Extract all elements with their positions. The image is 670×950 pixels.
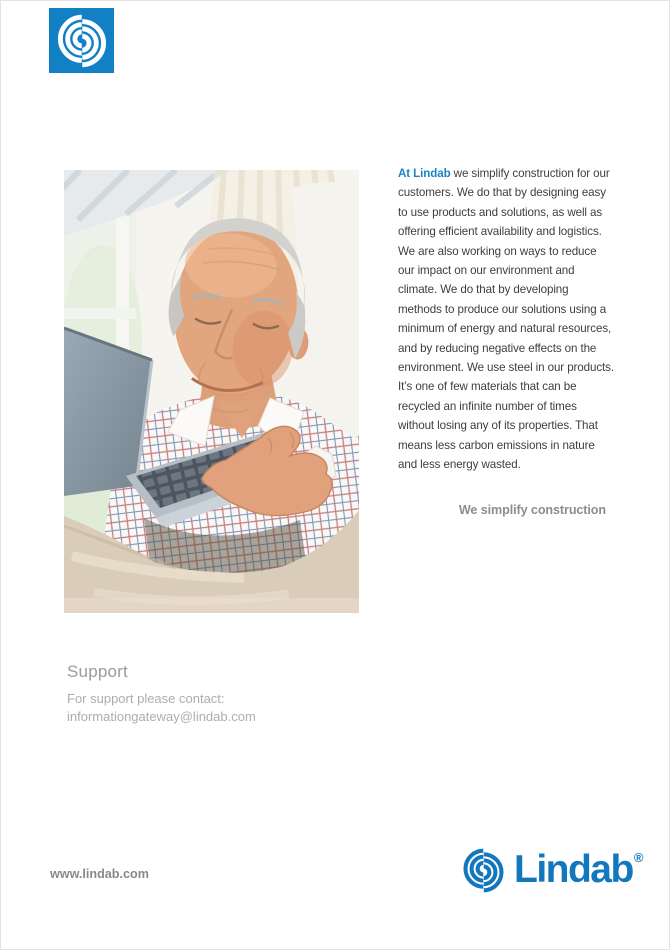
registered-mark: ® [633, 849, 644, 865]
support-section [67, 662, 256, 725]
intro-paragraph [398, 164, 614, 475]
lindab-rings-icon [461, 848, 506, 893]
lindab-wordmark: Lindab [514, 848, 633, 891]
tagline: We simplify construction [458, 503, 606, 517]
lindab-rings-icon [55, 14, 109, 68]
website-link[interactable]: www.lindab.com [50, 867, 149, 881]
hammock-laptop-photo [64, 170, 359, 613]
support-contact-line: For support please contact: [67, 691, 225, 706]
intro-body-text: we simplify construction for our customers. We do that by designing easy to use products and solutions, as well as offering efficient availability and logistics. We are also working on ways to reduce our impact on our environment and climate. We do that by developing methods to produce our solutions using a minimum of energy and natural resources, and by reducing negative effects on the environment. We use steel in our products. It’s one of few materials that can be recycled an infinite number of times without losing any of its properties. That means less carbon emissions in nature and less energy wasted. [398, 167, 614, 472]
intro-lead: At Lindab [398, 167, 451, 180]
lindab-logo-square [49, 8, 114, 73]
lindab-footer-logo [461, 846, 643, 894]
support-email-link[interactable]: informationgateway@lindab.com [67, 708, 256, 724]
support-title: Support [67, 662, 128, 681]
